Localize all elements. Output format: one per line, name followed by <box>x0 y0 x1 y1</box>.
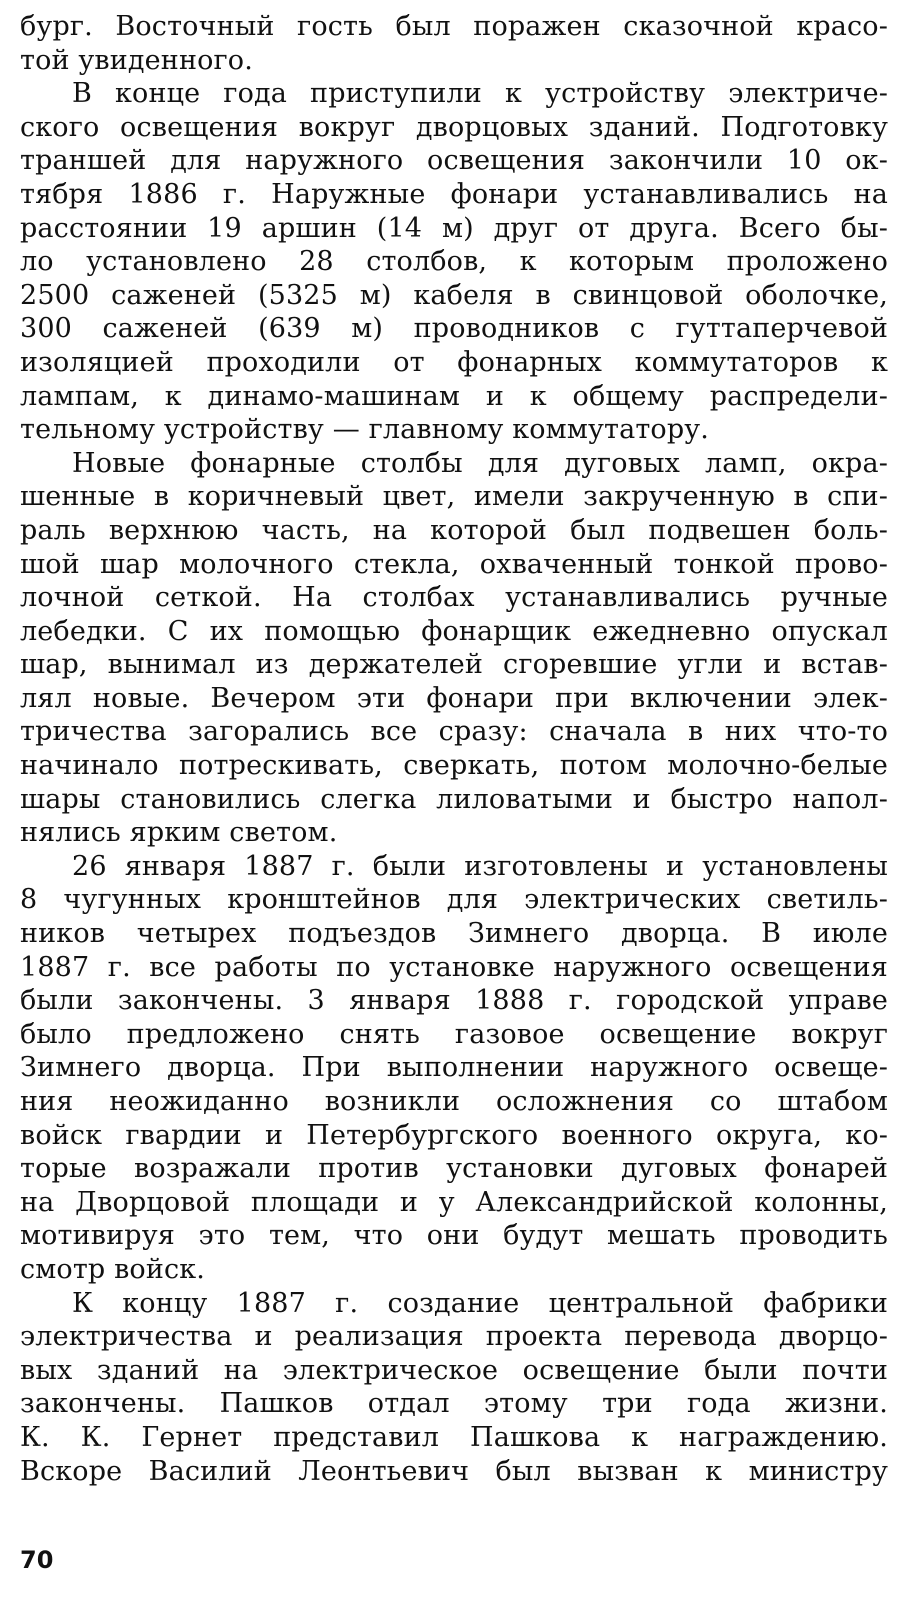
text-line: шар, вынимал из держателей сгоревшие угли и встав- <box>20 649 888 681</box>
text-line: 2500 саженей (5325 м) кабеля в свинцовой оболочке, <box>20 279 888 311</box>
text-line: Вскоре Василий Леонтьевич был вызван к министру <box>20 1455 888 1487</box>
text-line: мотивируя это тем, что они будут мешать проводить <box>20 1220 888 1252</box>
page-body <box>20 10 888 1488</box>
text-line: лампам, к динамо-машинам и к общему распредели- <box>20 380 888 412</box>
text-line: электричества и реализация проекта перевода дворцо- <box>20 1321 888 1353</box>
text-line: ло установлено 28 столбов, к которым проложено <box>20 246 888 278</box>
text-line: изоляцией проходили от фонарных коммутаторов к <box>20 346 888 378</box>
text-line: шенные в коричневый цвет, имели закрученную в спи- <box>20 481 888 513</box>
text-line: на Дворцовой площади и у Александрийской колонны, <box>20 1186 888 1218</box>
text-line: тября 1886 г. Наружные фонари устанавливались на <box>20 178 888 210</box>
text-line: закончены. Пашков отдал этому три года жизни. <box>20 1388 888 1420</box>
text-line: было предложено снять газовое освещение вокруг <box>20 1018 888 1050</box>
text-line: 8 чугунных кронштейнов для электрических светиль- <box>20 884 888 916</box>
text-line: торые возражали против установки дуговых фонарей <box>20 1153 888 1185</box>
text-line: тельному устройству — главному коммутатору. <box>20 414 710 446</box>
text-line: раль верхнюю часть, на которой был подвешен боль- <box>20 514 888 546</box>
text-line: войск гвардии и Петербургского военного округа, ко- <box>20 1119 888 1151</box>
page-number: 70 <box>20 1546 54 1574</box>
text-line: смотр войск. <box>20 1253 206 1285</box>
text-line: Новые фонарные столбы для дуговых ламп, окра- <box>72 447 888 479</box>
text-line: Зимнего дворца. При выполнении наружного освеще- <box>20 1052 888 1084</box>
text-line: 26 января 1887 г. были изготовлены и установлены <box>72 850 888 882</box>
text-line: лочной сеткой. На столбах устанавливались ручные <box>20 582 888 614</box>
text-line: вых зданий на электрическое освещение были почти <box>20 1354 888 1386</box>
text-line: шары становились слегка лиловатыми и быстро напол- <box>20 783 888 815</box>
text-line: нялись ярким светом. <box>20 817 338 849</box>
text-line: лебедки. С их помощью фонарщик ежедневно опускал <box>20 615 888 647</box>
text-line: были закончены. 3 января 1888 г. городской управе <box>20 985 888 1017</box>
text-line: В конце года приступили к устройству электриче- <box>72 78 888 110</box>
text-line: ников четырех подъездов Зимнего дворца. В июле <box>20 918 888 950</box>
text-line: 1887 г. все работы по установке наружного освещения <box>20 951 888 983</box>
text-line: ния неожиданно возникли осложнения со штабом <box>20 1086 888 1117</box>
text-line: лял новые. Вечером эти фонари при включении элек- <box>20 682 888 714</box>
text-line: ского освещения вокруг дворцовых зданий. Подготовку <box>20 111 888 143</box>
text-line: той увиденного. <box>20 44 253 76</box>
text-line: расстоянии 19 аршин (14 м) друг от друга. Всего бы- <box>20 212 888 244</box>
text-line: начинало потрескивать, сверкать, потом молочно-белые <box>20 750 888 782</box>
text-line: К концу 1887 г. создание центральной фабрики <box>72 1287 888 1319</box>
text-line: бург. Восточный гость был поражен сказочной красо- <box>20 11 888 42</box>
text-line: 300 саженей (639 м) проводников с гуттаперчевой <box>20 313 888 345</box>
text-line: К. К. Гернет представил Пашкова к награждению. <box>20 1421 888 1453</box>
text-line: траншей для наружного освещения закончили 10 ок- <box>20 145 888 177</box>
text-line: шой шар молочного стекла, охваченный тонкой прово- <box>20 548 888 580</box>
text-line: тричества загорались все сразу: сначала в них что-то <box>20 716 888 748</box>
